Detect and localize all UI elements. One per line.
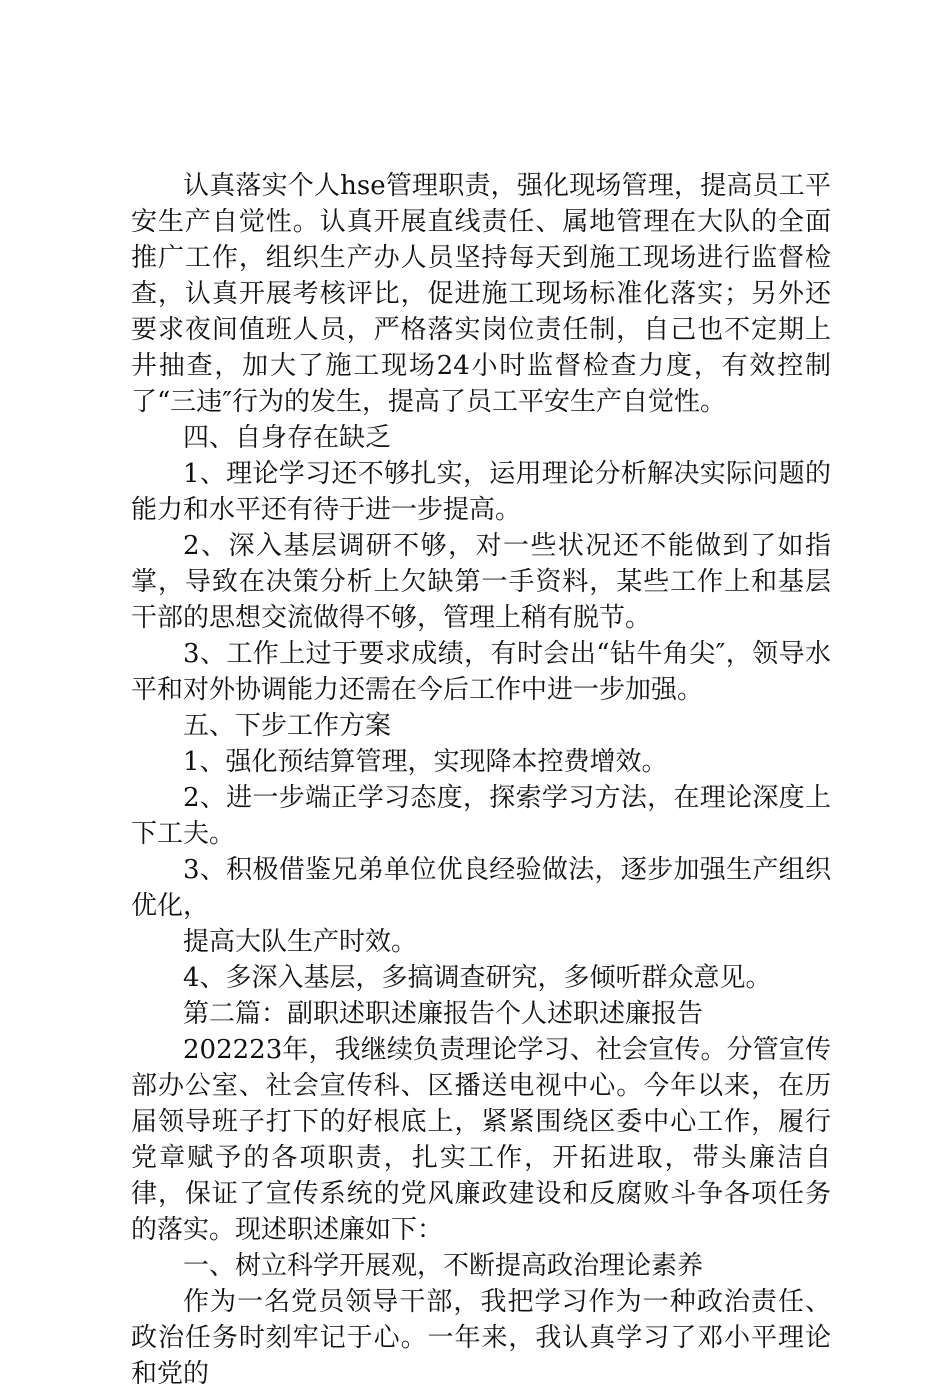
paragraph-plan-2: 2、进一步端正学习态度，探索学习方法，在理论深度上下工夫。 <box>131 783 831 849</box>
paragraph-shortcoming-3: 3、工作上过于要求成绩，有时会出“钻牛角尖″，领导水平和对外协调能力还需在今后工作中进一步加强。 <box>131 639 831 705</box>
paragraph-plan-3-continued: 提高大队生产时效。 <box>183 927 418 957</box>
paragraph-hse-responsibility: 认真落实个人hse管理职责，强化现场管理，提高员工平安生产自觉性。认真开展直线责任、属地管理在大队的全面推广工作，组织生产办人员坚持每天到施工现场进行监督检查，认真开展考核评比，促进施工现场标准化落实；另外还要求夜间值班人员，严格落实岗位责任制，自己也不定期上井抽查，加大了施工现场24小时监督检查力度，有效控制了“三违″行为的发生，提高了员工平安生产自觉性。 <box>131 171 831 417</box>
paragraph-study: 作为一名党员领导干部，我把学习作为一种政治责任、政治任务时刻牢记于心。一年来，我认真学习了邓小平理论和党的 <box>131 1287 831 1389</box>
document-body <box>131 168 831 1392</box>
paragraph-shortcoming-2: 2、深入基层调研不够，对一些状况还不能做到了如指掌，导致在决策分析上欠缺第一手资料，某些工作上和基层干部的思想交流做得不够，管理上稍有脱节。 <box>131 531 831 633</box>
heading-section-five: 五、下步工作方案 <box>183 711 392 741</box>
heading-section-one: 一、树立科学开展观，不断提高政治理论素养 <box>183 1251 704 1281</box>
paragraph-report-intro: 202223年，我继续负责理论学习、社会宣传。分管宣传部办公室、社会宣传科、区播送电视中心。今年以来，在历届领导班子打下的好根底上，紧紧围绕区委中心工作，履行党章赋予的各项职责，扎实工作，开拓进取，带头廉洁自律，保证了宣传系统的党风廉政建设和反腐败斗争各项任务的落实。现述职述廉如下： <box>131 1035 831 1245</box>
paragraph-plan-4: 4、多深入基层，多搞调查研究，多倾听群众意见。 <box>183 963 772 993</box>
paragraph-plan-3: 3、积极借鉴兄弟单位优良经验做法，逐步加强生产组织优化， <box>131 855 831 921</box>
heading-part-two: 第二篇：副职述职述廉报告个人述职述廉报告 <box>183 999 704 1029</box>
paragraph-plan-1: 1、强化预结算管理，实现降本控费增效。 <box>183 747 668 777</box>
heading-section-four: 四、自身存在缺乏 <box>183 423 392 453</box>
paragraph-shortcoming-1: 1、理论学习还不够扎实，运用理论分析解决实际问题的能力和水平还有待于进一步提高。 <box>131 459 831 525</box>
